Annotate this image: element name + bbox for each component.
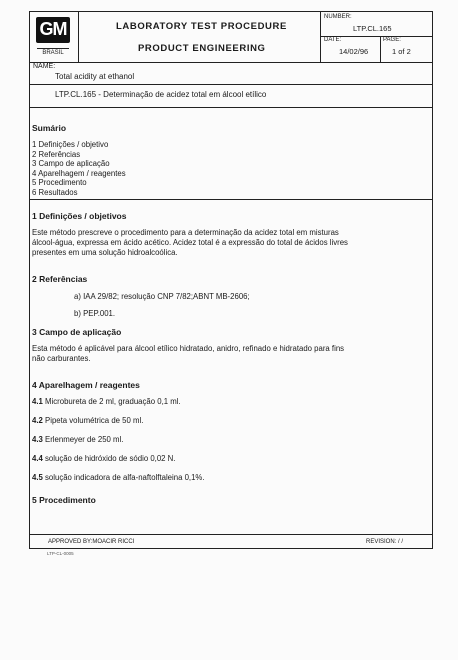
section5-heading: 5 Procedimento — [32, 495, 96, 505]
apparatus-item: 4.4 solução de hidróxido de sódio 0,02 N. — [32, 454, 176, 463]
section1-heading: 1 Definições / objetivos — [32, 211, 127, 221]
divider — [30, 84, 432, 85]
summary-item: 3 Campo de aplicação — [32, 159, 110, 168]
summary-item: 6 Resultados — [32, 187, 78, 197]
logo-text: GM — [39, 19, 67, 39]
summary-item: 1 Definições / objetivo — [32, 140, 109, 149]
reference-item: a) IAA 29/82; resolução CNP 7/82;ABNT MB-2606; — [74, 292, 250, 301]
apparatus-item: 4.2 Pipeta volumétrica de 50 ml. — [32, 416, 144, 425]
section3-line: Esta método é aplicável para álcool etílico hidratado, anidro, refinado e hidratado para fins — [32, 344, 345, 353]
page-label: PAGE: — [383, 37, 401, 43]
divider — [30, 199, 432, 200]
summary-item: 2 Referências — [32, 149, 81, 159]
approved-by: APPROVED BY:MOACIR RICCI — [48, 539, 135, 545]
section3-heading: 3 Campo de aplicação — [32, 327, 122, 337]
summary-list — [32, 140, 126, 197]
procedure-title: LTP.CL.165 - Determinação de acidez total em álcool etílico — [55, 90, 267, 99]
gm-logo — [36, 17, 70, 43]
section1-line: presentes em uma solução hidroalcoólica. — [32, 248, 178, 257]
document-frame — [29, 11, 433, 549]
apparatus-item: 4.5 solução indicadora de alfa-naftolftaleina 0,1%. — [32, 473, 205, 482]
reference-item: b) PEP.001. — [74, 309, 116, 318]
summary-item: 4 Aparelhagem / reagentes — [32, 168, 126, 178]
document-footer — [30, 534, 432, 550]
name-label: NAME: — [33, 63, 56, 70]
divider — [30, 107, 432, 108]
summary-item: 5 Procedimento — [32, 178, 87, 187]
form-number: LTP-CL-0005 — [47, 551, 74, 556]
logo-cell — [30, 12, 79, 62]
section4-heading: 4 Aparelhagem / reagentes — [32, 380, 140, 390]
section1-line: álcool-água, expressa em ácido acético. Acidez total é a expressão do total de ácidos livres — [32, 238, 348, 247]
section2-heading: 2 Referências — [32, 274, 88, 284]
page-value: 1 of 2 — [392, 47, 411, 56]
number-value: LTP.CL.165 — [353, 24, 392, 33]
number-label: NUMBER: — [324, 14, 352, 20]
date-value: 14/02/96 — [339, 47, 369, 56]
header-title: LABORATORY TEST PROCEDURE — [116, 21, 287, 32]
section3-line: não carburantes. — [32, 354, 91, 363]
document-header — [30, 12, 432, 63]
header-subtitle: PRODUCT ENGINEERING — [138, 43, 266, 54]
document-meta — [320, 12, 433, 62]
name-value: Total acidity at ethanol — [55, 72, 135, 81]
date-label: DATE: — [324, 37, 342, 43]
logo-subtitle: BRASIL — [37, 48, 69, 56]
apparatus-item: 4.1 Microbureta de 2 ml, graduação 0,1 ml. — [32, 397, 181, 406]
section1-line: Este método prescreve o procedimento para a determinação da acidez total em misturas — [32, 228, 339, 237]
summary-heading: Sumário — [32, 123, 67, 133]
apparatus-item: 4.3 Erlenmeyer de 250 ml. — [32, 435, 124, 444]
revision: REVISION: / / — [366, 539, 404, 545]
